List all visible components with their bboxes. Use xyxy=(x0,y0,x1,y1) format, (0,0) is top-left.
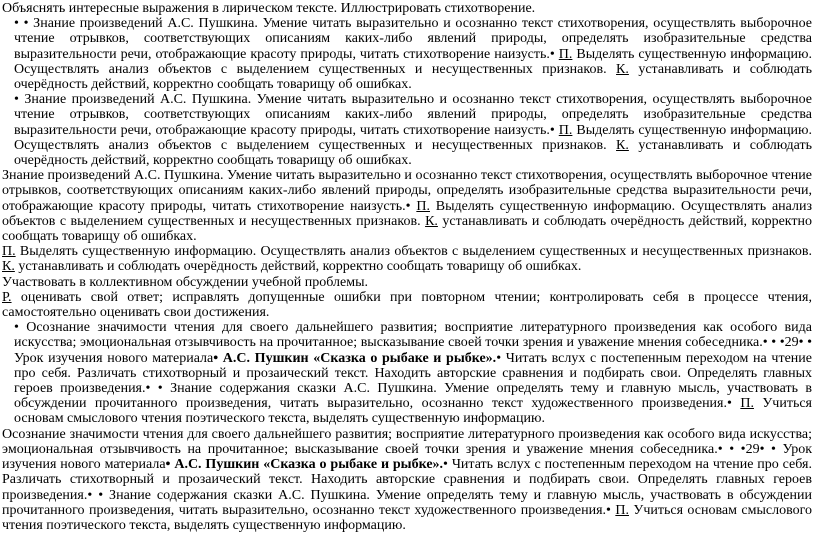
bullet: • xyxy=(14,320,19,336)
paragraph-participate xyxy=(2,275,812,290)
text-establish-order: устанавливать и соблюдать очерёдность действий, корректно сообщать товарищу об ошибках. xyxy=(14,61,813,93)
text-establish-order: устанавливать и соблюдать очерёдность действий, корректно сообщать товарищу об ошибках. xyxy=(14,137,813,169)
bullets-29: • • •29• • xyxy=(717,441,776,457)
text-learn-semantic-reading: Учиться основам смыслового чтения поэтического текста, выделять существенную информацию. xyxy=(2,502,812,533)
paragraph-pushkin-2 xyxy=(2,92,812,168)
label-k: К. xyxy=(2,259,15,275)
label-p: П. xyxy=(558,122,573,138)
text-knowledge-tale: Знание содержания сказки А.С. Пушкина. Умение определять тему и главную мысль, участвовать в обсуждении прочитанного произведения, читать выразительно, осознанно текст художественного произведения. xyxy=(2,487,812,518)
text-learn-semantic-reading: Учиться основам смыслового чтения поэтического текста, выделять существенную информацию. xyxy=(14,396,812,427)
text-highlight-info: Выделять существенную информацию. Осуществлять анализ объектов с выделением существенных и несущественных признаков. xyxy=(14,46,812,77)
paragraph-lesson-2 xyxy=(2,427,812,533)
text-highlight-info: Выделять существенную информацию. Осуществлять анализ объектов с выделением существенных и несущественных признаков. xyxy=(2,198,812,229)
bullet-pair: • • xyxy=(87,487,104,503)
label-p: П. xyxy=(615,502,629,518)
text-read-aloud: • Читать вслух с постепенным переходом на чтение про себя. Различать стихотворный и прозаический текст. Находить авторские сравнения и подбирать свои. Определять главных героев произведения. xyxy=(2,457,812,503)
paragraph-lesson-1 xyxy=(2,320,812,426)
paragraph-illustrate xyxy=(2,1,812,16)
label-k: К. xyxy=(616,137,629,153)
paragraph-pushkin-3 xyxy=(2,168,812,244)
label-k: К. xyxy=(425,213,438,229)
lesson-title: • А.С. Пушкин «Сказка о рыбаке и рыбке». xyxy=(213,350,497,366)
bullet-pair: • • xyxy=(14,16,29,32)
label-p: П. xyxy=(2,244,16,260)
text-awareness: Осознание значимости чтения для своего дальнейшего развития; восприятие литературного произведения как особого вида искусства; эмоциональная отзывчивость на прочитанное; высказывание своей точки зрения и уважение мнения собеседника. xyxy=(2,426,812,457)
bullet: • xyxy=(606,502,611,518)
text-highlight-info: Выделять существенную информацию. Осуществлять анализ объектов с выделением существенных и несущественных признаков. xyxy=(14,122,812,153)
text-explain-expressions: Объяснять интересные выражения в лирическом тексте. Иллюстрировать стихотворение. xyxy=(2,1,536,16)
label-p: П. xyxy=(740,396,754,412)
label-p: П. xyxy=(558,46,573,62)
text-awareness: Осознание значимости чтения для своего дальнейшего развития; восприятие литературного произведения как особого вида искусства; эмоциональная отзывчивость на прочитанное; высказывание своей точки зрения и уважение мнения собеседника. xyxy=(14,320,812,351)
text-read-aloud: • Читать вслух с постепенным переходом на чтение про себя. Различать стихотворный и прозаический текст. Находить авторские сравнения и подбирать свои. Определять главных героев произведения. xyxy=(14,350,812,397)
bullet: • xyxy=(549,46,555,62)
text-establish-order: устанавливать и соблюдать очерёдность действий, корректно сообщать товарищу об ошибках. xyxy=(2,213,813,245)
label-p: П. xyxy=(416,198,430,214)
bullet: • xyxy=(405,198,411,214)
bullets-29: • • •29• • xyxy=(762,335,812,351)
bullet: • xyxy=(549,122,555,138)
bullet: • xyxy=(727,396,732,412)
text-lesson-type: Урок изучения нового материала xyxy=(2,441,813,473)
bullet-pair: • • xyxy=(145,381,163,397)
text-establish-order: устанавливать и соблюдать очерёдность действий, корректно сообщать товарищу об ошибках. xyxy=(14,259,582,275)
paragraph-p-k xyxy=(2,244,812,274)
paragraph-r xyxy=(2,290,812,320)
text-knowledge-pushkin: Знание произведений А.С. Пушкина. Умение читать выразительно и осознанно текст стихотворения, осуществлять выборочное чтение отрывков, соответствующих описаниям каких-либо явлений природы, определять изобразительные средства выразительности речи, отображающие красоту природы, читать стихотворение наизусть. xyxy=(14,92,812,138)
label-r: Р. xyxy=(2,289,12,305)
text-participate: Участвовать в коллективном обсуждении учебной проблемы. xyxy=(2,274,368,290)
lesson-title: • А.С. Пушкин «Сказка о рыбаке и рыбке». xyxy=(165,457,444,473)
text-evaluate: оценивать свой ответ; исправлять допущенные ошибки при повторном чтении; контролировать себя в процессе чтения, самостоятельно оценивать свои достижения. xyxy=(2,289,812,321)
bullet: • xyxy=(14,92,19,108)
text-knowledge-pushkin: Знание произведений А.С. Пушкина. Умение читать выразительно и осознанно текст стихотворения, осуществлять выборочное чтение отрывков, соответствующих описаниям каких-либо явлений природы, определять изобразительные средства выразительности речи, отображающие красоту природы, читать стихотворение наизусть. xyxy=(14,16,813,62)
text-lesson-type: Урок изучения нового материала xyxy=(14,350,214,366)
label-k: К. xyxy=(616,61,629,77)
text-knowledge-tale: Знание содержания сказки А.С. Пушкина. Умение определять тему и главную мысль, участвовать в обсуждении прочитанного произведения, читать выразительно, осознанно текст художественного произведения. xyxy=(14,381,812,412)
paragraph-pushkin-1 xyxy=(2,16,812,92)
text-knowledge-pushkin: Знание произведений А.С. Пушкина. Умение читать выразительно и осознанно текст стихотворения, осуществлять выборочное чтение отрывков, соответствующих описаниям каких-либо явлений природы, определять изобразительные средства выразительности речи, отображающие красоту природы, читать стихотворение наизусть. xyxy=(2,168,812,214)
text-highlight-info: Выделять существенную информацию. Осуществлять анализ объектов с выделением существенных и несущественных признаков. xyxy=(15,244,812,260)
